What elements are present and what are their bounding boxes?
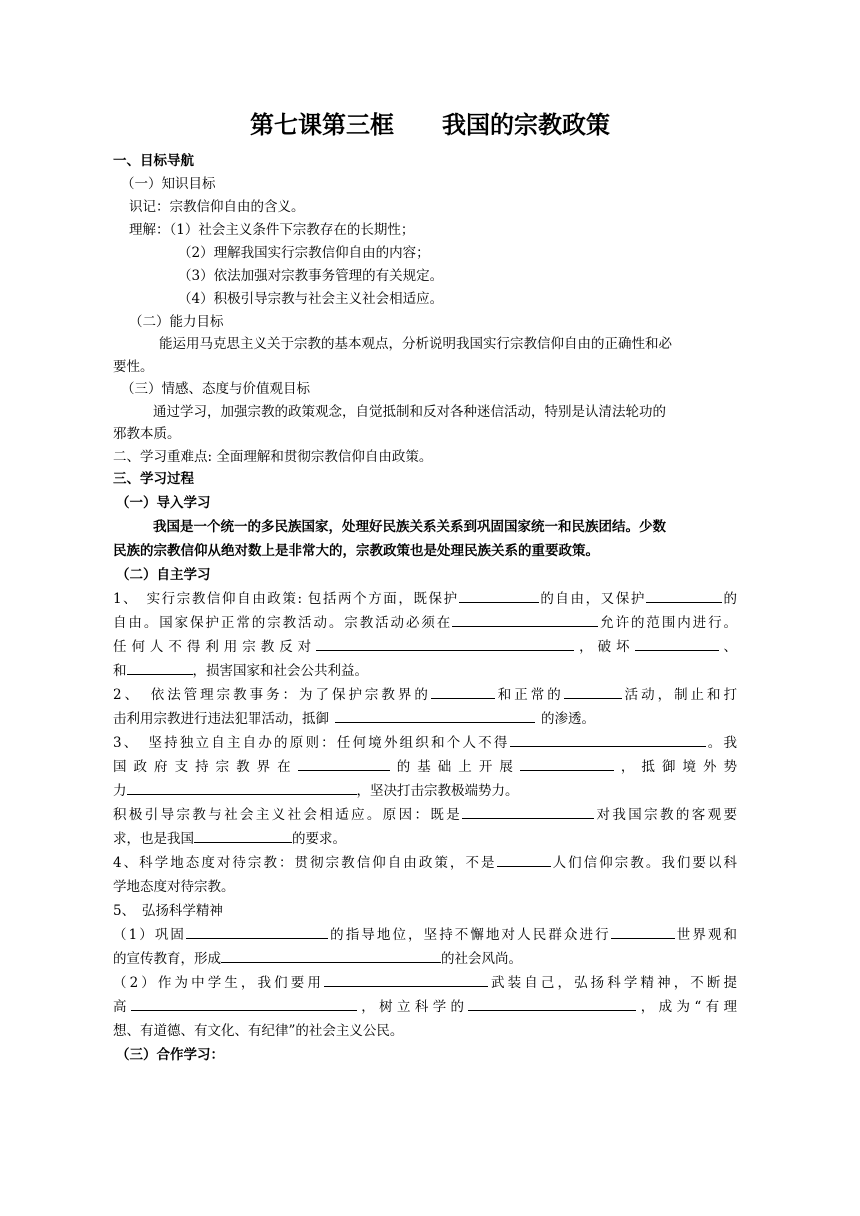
- question-4-line-1: 4、科学地态度对待宗教：贯彻宗教信仰自由政策，不是 人们信仰宗教。我们要以科: [113, 855, 738, 871]
- cooperative-study-heading: （三）合作学习：: [116, 1047, 224, 1063]
- blank[interactable]: [298, 757, 390, 771]
- question-3-line-4: 积极引导宗教与社会主义社会相适应。原因：既是 对我国宗教的客观要: [113, 807, 738, 823]
- ability-goal-heading: （二）能力目标: [129, 314, 224, 330]
- self-study-heading: （二）自主学习: [116, 567, 211, 583]
- understand-goal: （3）依法加强对宗教事务管理的有关规定。: [178, 268, 444, 284]
- blank[interactable]: [459, 589, 539, 603]
- section-heading-goals: 一、目标导航: [113, 153, 194, 169]
- question-5-heading: 5、 弘扬科学精神: [113, 903, 223, 919]
- understand-goal: 理解：（1）社会主义条件下宗教存在的长期性；: [129, 222, 415, 238]
- ability-goal-text: 能运用马克思主义关于宗教的基本观点，分析说明我国实行宗教信仰自由的正确性和必: [159, 336, 672, 352]
- blank[interactable]: [131, 997, 357, 1011]
- emotion-goal-text: 邪教本质。: [113, 426, 181, 442]
- intro-text: 我国是一个统一的多民族国家，处理好民族关系关系到巩固国家统一和民族团结。少数: [153, 519, 666, 535]
- knowledge-goal-heading: （一）知识目标: [121, 176, 216, 192]
- question-3-line-1: 3、 坚持独立自主自办的原则：任何境外组织和个人不得 。我: [113, 735, 737, 751]
- blank[interactable]: [611, 925, 675, 939]
- blank[interactable]: [462, 805, 594, 819]
- key-difficulty: 二、学习重难点: 全面理解和贯彻宗教信仰自由政策。: [113, 449, 433, 465]
- blank[interactable]: [335, 709, 535, 723]
- question-1-line-1: 1、 实行宗教信仰自由政策: 包括两个方面，既保护 的自由，又保护 的: [113, 591, 738, 607]
- question-2-line-1: 2、 依法管理宗教事务：为了保护宗教界的 和正常的 活动，制止和打: [113, 687, 738, 703]
- question-2-line-2: 击利用宗教进行违法犯罪活动，抵御 的渗透。: [113, 711, 595, 727]
- blank[interactable]: [646, 589, 722, 603]
- understand-goal: （4）积极引导宗教与社会主义社会相适应。: [178, 291, 444, 307]
- question-3-line-3: 力 ，坚决打击宗教极端势力。: [113, 783, 519, 799]
- understand-goal: （2）理解我国实行宗教信仰自由的内容；: [178, 245, 430, 261]
- blank[interactable]: [520, 757, 614, 771]
- blank[interactable]: [127, 781, 357, 795]
- question-5-line-2: 的宣传教育，形成 的社会风尚。: [113, 951, 522, 967]
- emotion-goal-heading: （三）情感、态度与价值观目标: [121, 381, 310, 397]
- emotion-goal-text: 通过学习，加强宗教的政策观念，自觉抵制和反对各种迷信活动，特别是认清法轮功的: [153, 404, 666, 420]
- question-5-line-1: （1）巩固 的指导地位，坚持不懈地对人民群众进行 世界观和: [113, 927, 738, 943]
- question-3-line-5: 求，也是我国 的要求。: [113, 831, 346, 847]
- question-1-line-2: 自由。国家保护正常的宗教活动。宗教活动必须在 允许的范围内进行。: [113, 615, 738, 631]
- intro-heading: （一）导入学习: [116, 495, 211, 511]
- blank[interactable]: [431, 685, 495, 699]
- blank[interactable]: [221, 949, 441, 963]
- blank[interactable]: [635, 637, 719, 651]
- question-1-line-3: 任何人不得利用宗教反对 ，破坏 、: [113, 639, 737, 655]
- ability-goal-text: 要性。: [113, 359, 154, 375]
- blank[interactable]: [510, 733, 706, 747]
- blank[interactable]: [316, 637, 574, 651]
- intro-text: 民族的宗教信仰从绝对数上是非常大的，宗教政策也是处理民族关系的重要政策。: [113, 543, 599, 559]
- blank[interactable]: [324, 973, 488, 987]
- question-1-line-4: 和 ，损害国家和社会公共利益。: [113, 663, 368, 679]
- blank[interactable]: [564, 685, 622, 699]
- question-5-line-5: 想、有道德、有文化、有纪律”的社会主义公民。: [113, 1023, 404, 1039]
- recall-goal: 识记：宗教信仰自由的含义。: [129, 199, 305, 215]
- blank[interactable]: [127, 661, 193, 675]
- question-5-line-3: （2）作为中学生，我们要用 武装自己，弘扬科学精神，不断提: [113, 975, 738, 991]
- blank[interactable]: [452, 613, 598, 627]
- blank[interactable]: [194, 829, 292, 843]
- blank[interactable]: [497, 853, 551, 867]
- document-title: 第七课第三框 我国的宗教政策: [250, 111, 610, 139]
- section-heading-process: 三、学习过程: [113, 471, 194, 487]
- blank[interactable]: [468, 997, 636, 1011]
- question-5-line-4: 高 ，树立科学的 ，成为“有理: [113, 999, 738, 1015]
- question-3-line-2: 国政府支持宗教界在 的基础上开展 ，抵御境外势: [113, 759, 738, 775]
- question-4-line-2: 学地态度对待宗教。: [113, 879, 235, 895]
- blank[interactable]: [186, 925, 328, 939]
